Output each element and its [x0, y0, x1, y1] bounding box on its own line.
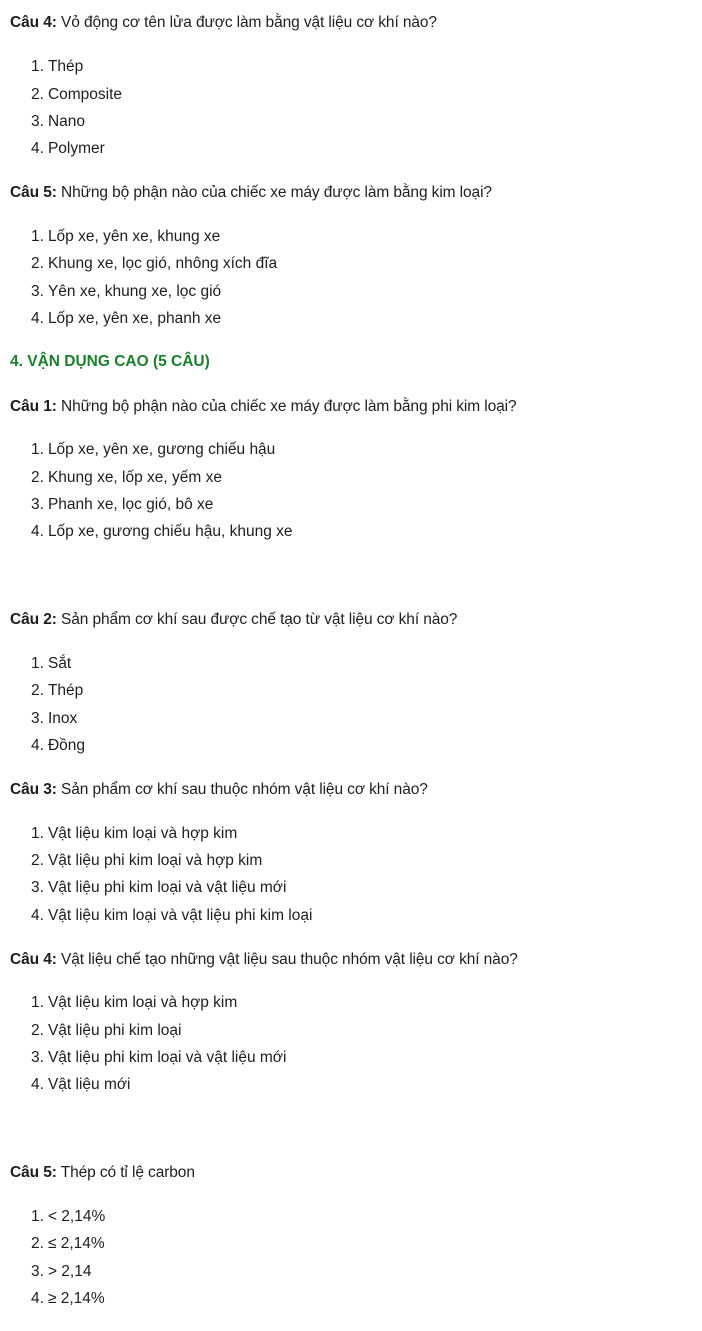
- question-label: Câu 1:: [10, 398, 57, 415]
- question-text: [10, 1163, 195, 1183]
- question-text: [10, 780, 428, 800]
- question-label: Câu 5:: [10, 1164, 57, 1181]
- option-item: 1. Vật liệu kim loại và hợp kim: [31, 994, 238, 1011]
- option-text: Nano: [47, 113, 85, 130]
- option-item: 3. > 2,14: [31, 1263, 92, 1280]
- option-item: 4. Vật liệu mới: [31, 1076, 131, 1093]
- option-item: 1. Vật liệu kim loại và hợp kim: [31, 825, 238, 842]
- option-item: 2. Khung xe, lốp xe, yếm xe: [31, 469, 222, 486]
- option-text: Vật liệu phi kim loại và vật liệu mới: [47, 1049, 287, 1066]
- question-text: [10, 610, 457, 630]
- question-text: [10, 950, 518, 970]
- option-item: 4. Đồng: [31, 737, 85, 754]
- option-text: Vật liệu mới: [47, 1076, 131, 1093]
- option-text: Sắt: [47, 655, 72, 672]
- option-text: Vật liệu kim loại và vật liệu phi kim loại: [47, 907, 313, 924]
- option-text: Vật liệu phi kim loại: [47, 1022, 182, 1039]
- option-text: Lốp xe, yên xe, phanh xe: [47, 310, 222, 327]
- option-text: ≤ 2,14%: [47, 1235, 105, 1252]
- question-label: Câu 4:: [10, 951, 57, 968]
- option-text: Lốp xe, gương chiếu hậu, khung xe: [47, 523, 293, 540]
- option-text: Vật liệu phi kim loại và vật liệu mới: [47, 879, 287, 896]
- question-text: [10, 13, 437, 33]
- option-item: 3. Vật liệu phi kim loại và vật liệu mới: [31, 879, 287, 896]
- option-item: 2. Vật liệu phi kim loại và hợp kim: [31, 852, 263, 869]
- option-text: Yên xe, khung xe, lọc gió: [47, 283, 222, 300]
- section-heading: 4. VẬN DỤNG CAO (5 CÂU): [10, 353, 210, 370]
- option-item: 1. Sắt: [31, 655, 72, 672]
- option-item: 2. Thép: [31, 682, 84, 699]
- option-text: > 2,14: [47, 1263, 92, 1280]
- option-item: 1. Lốp xe, yên xe, gương chiếu hậu: [31, 441, 276, 458]
- option-text: Khung xe, lọc gió, nhông xích đĩa: [47, 255, 278, 272]
- question-text: [10, 397, 517, 417]
- option-item: 3. Inox: [31, 710, 78, 727]
- question-body: Những bộ phận nào của chiếc xe máy được làm bằng kim loại?: [56, 184, 492, 201]
- option-text: Composite: [47, 86, 123, 103]
- option-item: 4. Polymer: [31, 140, 105, 157]
- option-item: 4. Vật liệu kim loại và vật liệu phi kim loại: [31, 907, 313, 924]
- option-item: 2. Vật liệu phi kim loại: [31, 1022, 182, 1039]
- option-item: 1. Thép: [31, 58, 84, 75]
- option-text: Vật liệu phi kim loại và hợp kim: [47, 852, 263, 869]
- option-text: Inox: [47, 710, 78, 727]
- option-item: 4. Lốp xe, gương chiếu hậu, khung xe: [31, 523, 293, 540]
- option-text: Phanh xe, lọc gió, bô xe: [47, 496, 214, 513]
- option-text: Thép: [47, 682, 84, 699]
- question-body: Vỏ động cơ tên lửa được làm bằng vật liệu cơ khí nào?: [56, 14, 437, 31]
- question-body: Thép có tỉ lệ carbon: [56, 1164, 195, 1181]
- question-label: Câu 2:: [10, 611, 57, 628]
- question-label: Câu 3:: [10, 781, 57, 798]
- option-text: < 2,14%: [47, 1208, 106, 1225]
- option-text: Khung xe, lốp xe, yếm xe: [47, 469, 222, 486]
- option-text: Vật liệu kim loại và hợp kim: [47, 994, 238, 1011]
- question-body: Sản phẩm cơ khí sau được chế tạo từ vật liệu cơ khí nào?: [56, 611, 458, 628]
- question-text: [10, 183, 492, 203]
- option-item: 4. ≥ 2,14%: [31, 1290, 105, 1307]
- option-text: Đồng: [47, 737, 85, 754]
- option-item: 3. Yên xe, khung xe, lọc gió: [31, 283, 222, 300]
- option-text: Lốp xe, yên xe, khung xe: [47, 228, 221, 245]
- question-body: Những bộ phận nào của chiếc xe máy được làm bằng phi kim loại?: [56, 398, 517, 415]
- option-text: Thép: [47, 58, 84, 75]
- option-item: 3. Nano: [31, 113, 85, 130]
- option-item: 3. Phanh xe, lọc gió, bô xe: [31, 496, 214, 513]
- option-text: ≥ 2,14%: [47, 1290, 105, 1307]
- option-item: 2. ≤ 2,14%: [31, 1235, 105, 1252]
- option-item: 3. Vật liệu phi kim loại và vật liệu mới: [31, 1049, 287, 1066]
- option-text: Lốp xe, yên xe, gương chiếu hậu: [47, 441, 276, 458]
- option-item: 4. Lốp xe, yên xe, phanh xe: [31, 310, 222, 327]
- option-item: 1. < 2,14%: [31, 1208, 106, 1225]
- question-body: Sản phẩm cơ khí sau thuộc nhóm vật liệu cơ khí nào?: [56, 781, 428, 798]
- option-text: Polymer: [47, 140, 105, 157]
- option-item: 2. Khung xe, lọc gió, nhông xích đĩa: [31, 255, 278, 272]
- option-item: 1. Lốp xe, yên xe, khung xe: [31, 228, 221, 245]
- option-text: Vật liệu kim loại và hợp kim: [47, 825, 238, 842]
- option-item: 2. Composite: [31, 86, 123, 103]
- question-body: Vật liệu chế tạo những vật liệu sau thuộc nhóm vật liệu cơ khí nào?: [56, 951, 518, 968]
- question-label: Câu 5:: [10, 184, 57, 201]
- question-label: Câu 4:: [10, 14, 57, 31]
